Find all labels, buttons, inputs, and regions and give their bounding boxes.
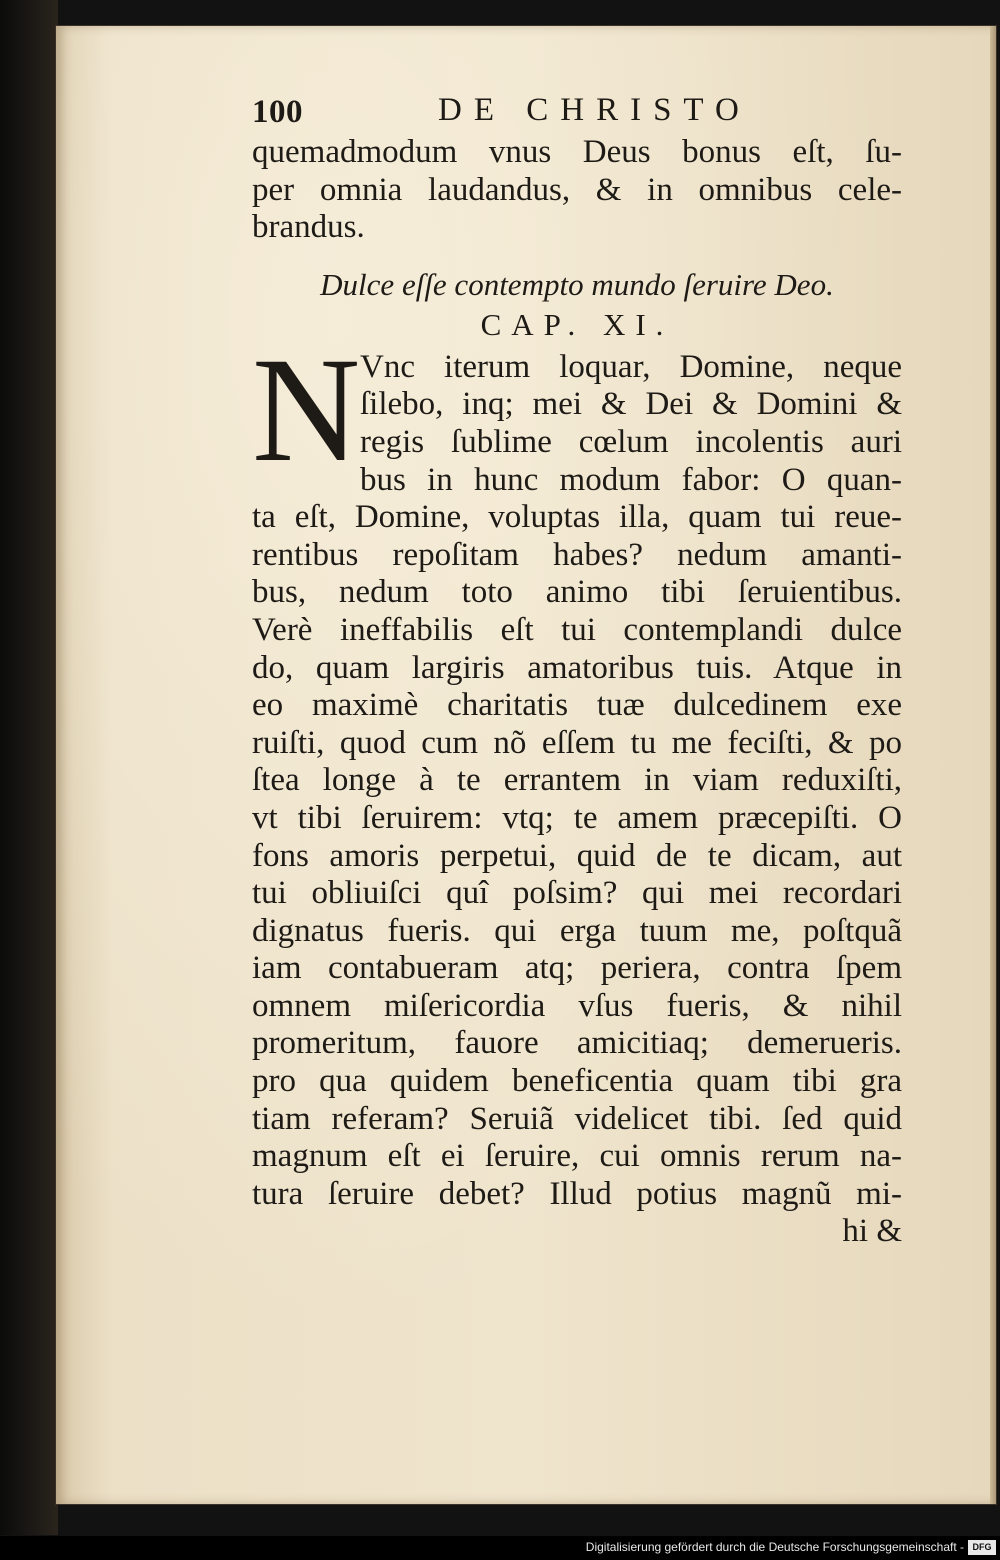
book-binding-edge <box>0 0 58 1535</box>
text-line: bus in hunc modum fabor: O quan- <box>360 461 902 498</box>
text-line: ta eſt, Domine, voluptas illa, quam tui reue- <box>252 499 902 536</box>
text-line: vt tibi ſeruirem: vtq; te amem præcepiſti. O <box>252 799 902 836</box>
text-line: rentibus repoſitam habes? nedum amanti- <box>252 536 902 573</box>
drop-cap-initial: N <box>252 326 357 493</box>
text-line: eo maximè charitatis tuæ dulcedinem exe <box>252 687 902 724</box>
text-line: tura ſeruire debet? Illud potius magnũ mi- <box>252 1175 902 1212</box>
text-line: ſilebo, inq; mei & Dei & Domini & <box>360 386 902 423</box>
text-line: ruiſti, quod cum nõ eſſem tu me feciſti, & po <box>252 724 902 761</box>
text-line: magnum eſt ei ſeruire, cui omnis rerum na- <box>252 1138 902 1175</box>
text-line: iam contabueram atq; periera, contra ſpem <box>252 950 902 987</box>
text-line: dignatus fueris. qui erga tuum me, poſtquã <box>252 912 902 949</box>
text-line: tiam referam? Seruiã videlicet tibi. ſed quid <box>252 1100 902 1137</box>
text-line: Verè ineffabilis eſt tui contemplandi dulce <box>252 611 902 648</box>
chapter-body <box>252 326 902 1251</box>
text-line: quemadmodum vnus Deus bonus eſt, ſu- <box>252 134 902 170</box>
running-head <box>252 90 902 134</box>
text-line: do, quam largiris amatoribus tuis. Atque in <box>252 649 902 686</box>
text-line: promeritum, fauore amicitiaq; demerueris. <box>252 1025 902 1062</box>
chapter-heading: Dulce eſſe contempto mundo ſeruire Deo. <box>320 266 834 302</box>
text-line: regis ſublime cœlum incolentis auri <box>360 423 902 460</box>
dfg-logo: DFG <box>968 1540 996 1555</box>
text-line: ſtea longe à te errantem in viam reduxiſti, <box>252 762 902 799</box>
text-line: bus, nedum toto animo tibi ſeruientibus. <box>252 574 902 611</box>
text-line: brandus. <box>252 209 365 246</box>
funding-notice: Digitalisierung gefördert durch die Deutsche Forschungsgemeinschaft - <box>585 1540 964 1554</box>
footer-bar <box>0 1536 1000 1560</box>
text-line: per omnia laudandus, & in omnibus cele- <box>252 171 902 208</box>
page-number: 100 <box>252 94 303 130</box>
text-line: tui obliuiſci quî poſsim? qui mei recordari <box>252 875 902 912</box>
text-block <box>252 90 902 1250</box>
text-line: pro qua quidem beneficentia quam tibi gra <box>252 1063 902 1100</box>
page-edge <box>990 26 996 1504</box>
text-line: fons amoris perpetui, quid de te dicam, aut <box>252 837 902 874</box>
running-title: DE CHRISTO <box>438 92 751 128</box>
catchword: hi & <box>842 1213 902 1250</box>
text-line: omnem miſericordia vſus fueris, & nihil <box>252 987 902 1024</box>
chapter-number: CAP. XI. <box>480 306 674 342</box>
text-line: Vnc iterum loquar, Domine, neque <box>360 348 902 385</box>
intro-paragraph <box>252 134 902 247</box>
